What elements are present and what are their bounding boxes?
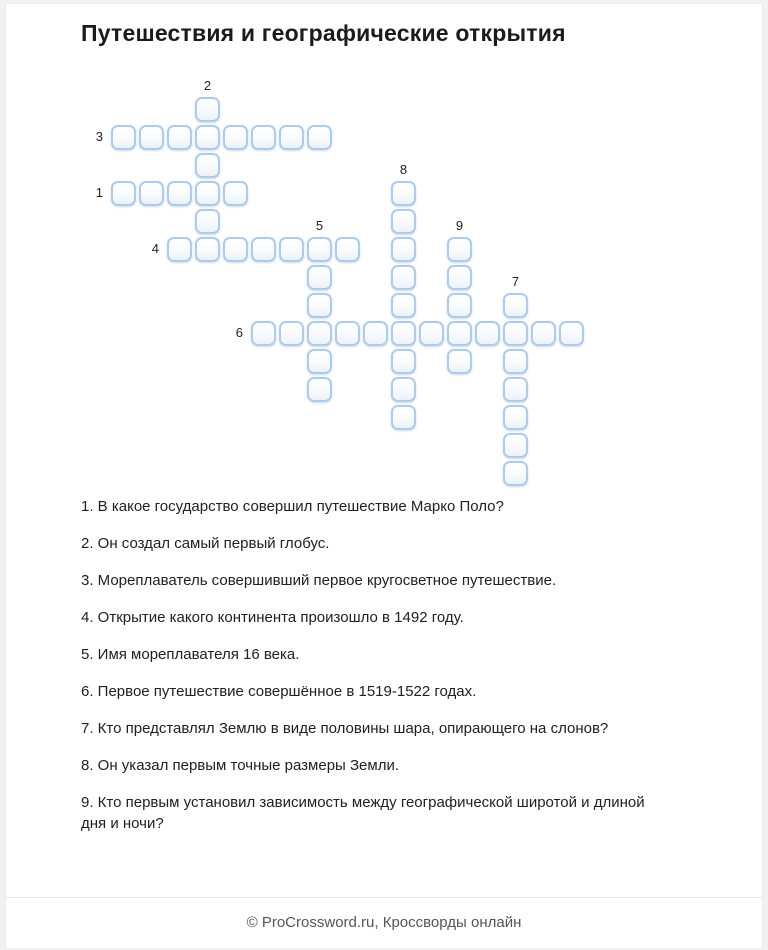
crossword-cell[interactable]: [335, 237, 360, 262]
crossword-cell[interactable]: [223, 181, 248, 206]
crossword-cell[interactable]: [307, 377, 332, 402]
crossword-cell[interactable]: [195, 125, 220, 150]
crossword-cell[interactable]: [139, 181, 164, 206]
crossword-cell[interactable]: [391, 209, 416, 234]
crossword-cell[interactable]: [447, 321, 472, 346]
crossword-cell[interactable]: [363, 321, 388, 346]
crossword-cell[interactable]: [195, 237, 220, 262]
page: [5, 3, 763, 949]
footer: [6, 897, 762, 948]
clue-item-4: 4. Открытие какого континента произошло в 1492 году.: [81, 609, 464, 626]
crossword-cell[interactable]: [503, 349, 528, 374]
crossword-cell[interactable]: [195, 209, 220, 234]
word-number-9: 9: [455, 218, 464, 233]
word-number-2: 2: [203, 78, 212, 93]
crossword-cell[interactable]: [503, 377, 528, 402]
word-number-5: 5: [315, 218, 324, 233]
crossword-cell[interactable]: [223, 237, 248, 262]
crossword-cell[interactable]: [279, 321, 304, 346]
clue-item-3: 3. Мореплаватель совершивший первое кругосветное путешествие.: [81, 572, 557, 589]
clue-item-5: 5. Имя мореплавателя 16 века.: [81, 646, 300, 663]
crossword-cell[interactable]: [391, 181, 416, 206]
crossword-cell[interactable]: [559, 321, 584, 346]
word-number-4: 4: [151, 241, 159, 256]
crossword-cell[interactable]: [167, 237, 192, 262]
crossword-cell[interactable]: [167, 181, 192, 206]
crossword-cell[interactable]: [167, 125, 192, 150]
crossword-cell[interactable]: [503, 433, 528, 458]
word-number-1: 1: [95, 185, 103, 200]
crossword-cell[interactable]: [391, 265, 416, 290]
crossword-cell[interactable]: [447, 293, 472, 318]
crossword-cell[interactable]: [447, 349, 472, 374]
crossword-cell[interactable]: [503, 405, 528, 430]
clue-item-8: 8. Он указал первым точные размеры Земли.: [81, 757, 399, 774]
crossword-cell[interactable]: [335, 321, 360, 346]
crossword-cell[interactable]: [391, 237, 416, 262]
word-number-8: 8: [399, 162, 408, 177]
crossword-grid: [6, 4, 762, 494]
crossword-cell[interactable]: [195, 181, 220, 206]
word-number-7: 7: [511, 274, 520, 289]
crossword-cell[interactable]: [251, 321, 276, 346]
crossword-cell[interactable]: [391, 293, 416, 318]
crossword-cell[interactable]: [251, 237, 276, 262]
clue-item-1: 1. В какое государство совершил путешествие Марко Поло?: [81, 498, 504, 515]
crossword-cell[interactable]: [307, 321, 332, 346]
crossword-cell[interactable]: [223, 125, 248, 150]
word-number-3: 3: [95, 129, 103, 144]
clue-item-2: 2. Он создал самый первый глобус.: [81, 535, 330, 552]
crossword-cell[interactable]: [503, 321, 528, 346]
crossword-cell[interactable]: [419, 321, 444, 346]
crossword-cell[interactable]: [139, 125, 164, 150]
crossword-cell[interactable]: [195, 153, 220, 178]
crossword-cell[interactable]: [391, 349, 416, 374]
crossword-cell[interactable]: [391, 377, 416, 402]
crossword-cell[interactable]: [391, 405, 416, 430]
crossword-cell[interactable]: [307, 265, 332, 290]
clue-item-6: 6. Первое путешествие совершённое в 1519-1522 годах.: [81, 683, 477, 700]
crossword-cell[interactable]: [307, 293, 332, 318]
clue-item-7: 7. Кто представлял Землю в виде половины шара, опирающего на слонов?: [81, 720, 609, 737]
crossword-cell[interactable]: [279, 237, 304, 262]
crossword-cell[interactable]: [279, 125, 304, 150]
crossword-cell[interactable]: [475, 321, 500, 346]
crossword-cell[interactable]: [531, 321, 556, 346]
crossword-cell[interactable]: [447, 265, 472, 290]
crossword-cell[interactable]: [111, 181, 136, 206]
crossword-cell[interactable]: [307, 125, 332, 150]
page-title: Путешествия и географические открытия: [81, 20, 566, 46]
crossword-cell[interactable]: [391, 321, 416, 346]
footer-text: © ProCrossword.ru, Кроссворды онлайн: [246, 914, 522, 931]
crossword-cell[interactable]: [307, 237, 332, 262]
crossword-cell[interactable]: [503, 461, 528, 486]
crossword-cell[interactable]: [195, 97, 220, 122]
crossword-cell[interactable]: [111, 125, 136, 150]
clue-list: [81, 496, 687, 850]
clue-item-9: 9. Кто первым установил зависимость между географической широтой и длиной дня и ночи?: [81, 794, 645, 832]
crossword-cell[interactable]: [307, 349, 332, 374]
crossword-cell[interactable]: [503, 293, 528, 318]
word-number-6: 6: [235, 325, 243, 340]
crossword-cell[interactable]: [251, 125, 276, 150]
crossword-cell[interactable]: [447, 237, 472, 262]
